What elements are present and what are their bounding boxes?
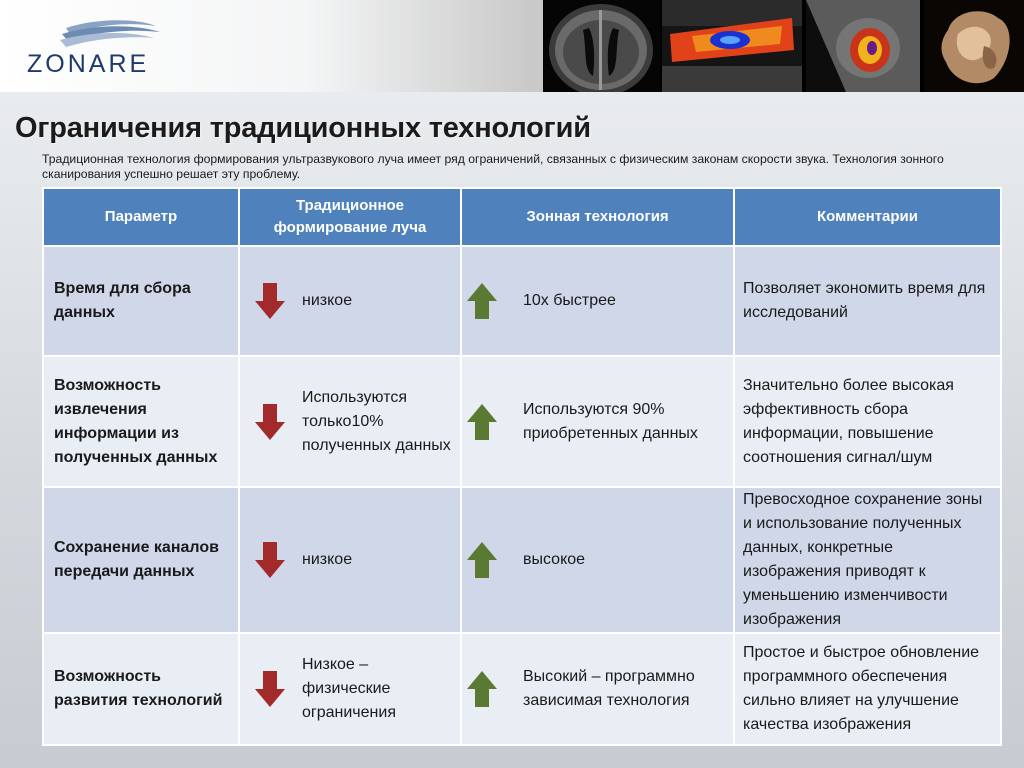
arrow-up-icon bbox=[467, 542, 497, 578]
row-traditional-cell bbox=[239, 487, 461, 633]
row-parameter: Время для сбора данных bbox=[43, 246, 239, 356]
logo-text: ZONARE bbox=[27, 50, 150, 78]
header-zone: Зонная технология bbox=[461, 188, 734, 246]
row-zone-cell bbox=[461, 246, 734, 356]
row-comment: Превосходное сохранение зоны и использование полученных данных, конкретные изображения приводят к уменьшению изменчивости изображения bbox=[734, 487, 1001, 633]
row-traditional-cell bbox=[239, 246, 461, 356]
table-row bbox=[43, 487, 1001, 633]
row-parameter: Возможность извлечения информации из полученных данных bbox=[43, 356, 239, 487]
traditional-value: Используются только10% полученных данных bbox=[302, 388, 451, 454]
ultrasound-brain-image bbox=[543, 0, 660, 92]
row-comment: Позволяет экономить время для исследований bbox=[734, 246, 1001, 356]
table-row bbox=[43, 246, 1001, 356]
ultrasound-3d-image bbox=[924, 0, 1024, 92]
row-parameter: Возможность развития технологий bbox=[43, 633, 239, 745]
arrow-down-icon bbox=[255, 404, 285, 440]
zone-value: Используются 90% приобретенных данных bbox=[523, 400, 698, 442]
zone-value: высокое bbox=[523, 551, 586, 568]
ultrasound-image-strip bbox=[543, 0, 1024, 92]
ultrasound-kidney-image bbox=[806, 0, 920, 92]
ultrasound-doppler-image bbox=[662, 0, 802, 92]
traditional-value: Низкое – физические ограничения bbox=[302, 656, 396, 721]
table-row bbox=[43, 633, 1001, 745]
row-traditional-cell bbox=[239, 356, 461, 487]
header-traditional: Традиционное формирование луча bbox=[239, 188, 461, 246]
traditional-value: низкое bbox=[302, 292, 353, 309]
arrow-up-icon bbox=[467, 671, 497, 707]
row-comment: Значительно более высокая эффективность сбора информации, повышение соотношения сигнал/шум bbox=[734, 356, 1001, 487]
row-parameter: Сохранение каналов передачи данных bbox=[43, 487, 239, 633]
row-zone-cell bbox=[461, 356, 734, 487]
traditional-value: низкое bbox=[302, 551, 353, 568]
row-zone-cell bbox=[461, 487, 734, 633]
table-header-row bbox=[43, 188, 1001, 246]
arrow-up-icon bbox=[467, 283, 497, 319]
zone-value: 10х быстрее bbox=[523, 292, 616, 309]
arrow-down-icon bbox=[255, 283, 285, 319]
intro-paragraph: Традиционная технология формирования ультразвукового луча имеет ряд ограничений, связанных с физическим законам скорости звука. Технология зонного сканирования успешно решает эту проблему. bbox=[42, 152, 944, 181]
zone-value: Высокий – программно зависимая технология bbox=[523, 668, 695, 709]
row-comment: Простое и быстрое обновление программного обеспечения сильно влияет на улучшение качества изображения bbox=[734, 633, 1001, 745]
header-comments: Комментарии bbox=[734, 188, 1001, 246]
header-parameter: Параметр bbox=[43, 188, 239, 246]
table-row bbox=[43, 356, 1001, 487]
arrow-down-icon bbox=[255, 542, 285, 578]
comparison-table bbox=[42, 187, 1002, 746]
arrow-up-icon bbox=[467, 404, 497, 440]
row-zone-cell bbox=[461, 633, 734, 745]
header-banner bbox=[0, 0, 1024, 92]
arrow-down-icon bbox=[255, 671, 285, 707]
slide-title: Ограничения традиционных технологий bbox=[15, 112, 591, 144]
row-traditional-cell bbox=[239, 633, 461, 745]
